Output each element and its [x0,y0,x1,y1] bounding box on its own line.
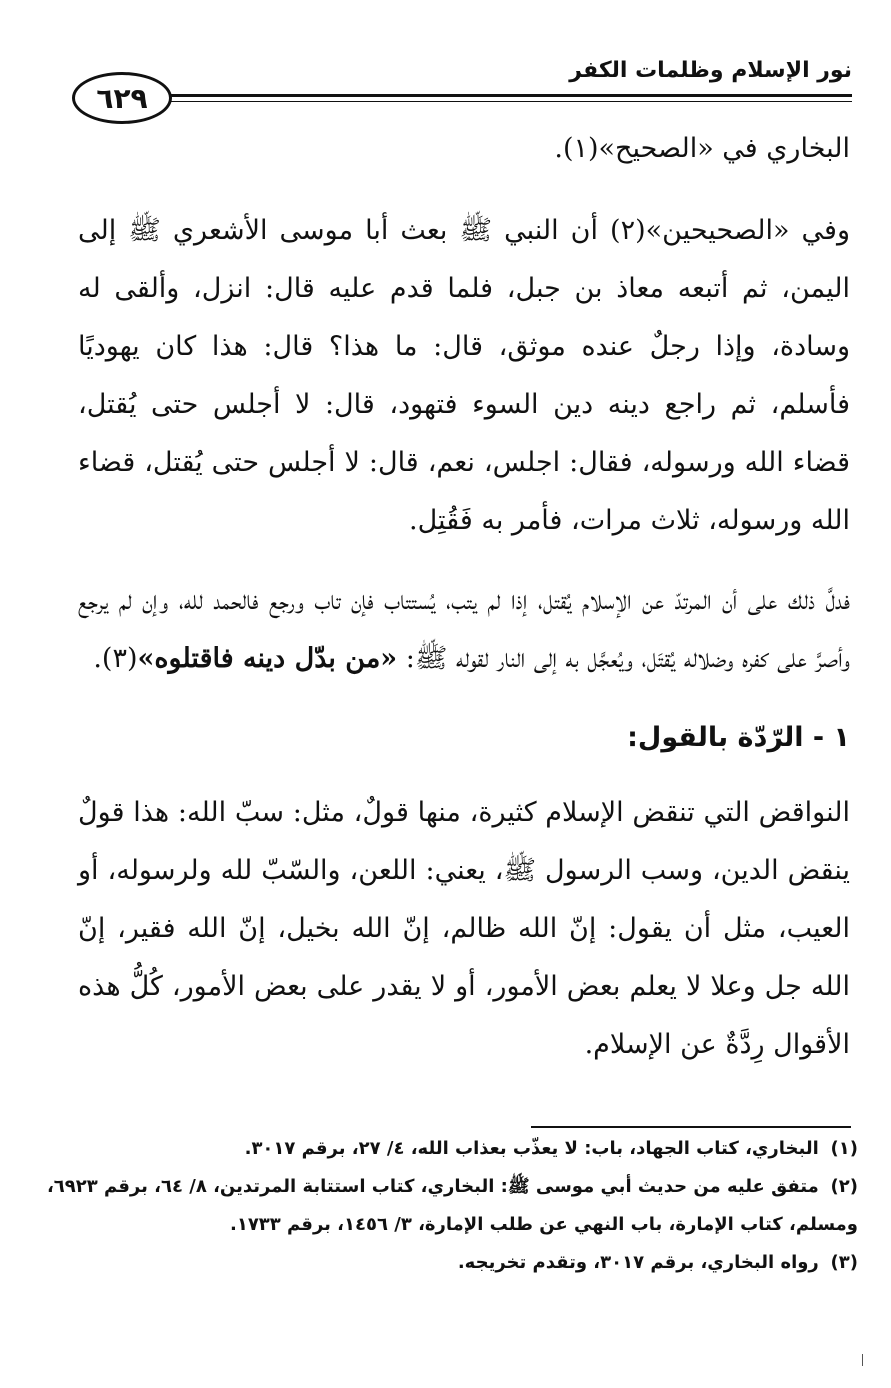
footnote-2 [40,1168,858,1244]
footnote-text: البخاري، كتاب الجهاد، باب: لا يعذّب بعذاب الله، ٤/ ٢٧، برقم ٣٠١٧. [244,1138,819,1159]
footnote-3 [40,1244,858,1282]
paragraph-3-text: فدلَّ ذلك على أن المرتدّ عن الإسلام يُقتل، إذا لم يتب، يُستتاب فإن تاب ورجع فالحمد لله، وإن لم يرجع وأصرَّ على كفره وضلاله يُقتَل، ويُعجَّل به إلى النار لقوله ﷺ: [78,585,850,674]
footnote-number: (٢) [830,1176,858,1197]
page-number: ٦٢٩ [72,72,172,124]
hadith-quote: «من بدّل دينه فاقتلوه» [137,643,398,674]
footnote-divider [531,1126,851,1128]
footnote-text: متفق عليه من حديث أبي موسى ﷺ: البخاري، كتاب استتابة المرتدين، ٨/ ٦٤، برقم ٦٩٢٣، ومسلم، كتاب الإمارة، باب النهي عن طلب الإمارة، ٣/ ١٤٥٦، برقم ١٧٣٣. [46,1176,858,1235]
paragraph-4: النواقض التي تنقض الإسلام كثيرة، منها قولٌ، مثل: سبّ الله: هذا قولٌ ينقض الدين، وسب الرسول ﷺ، يعني: اللعن، والسّبّ لله ولرسوله، أو العيب، مثل أن يقول: إنّ الله ظالم، إنّ الله بخيل، إنّ الله فقير، إنّ الله جل وعلا لا يعلم بعض الأمور، أو لا يقدر على بعض الأمور، كُلُّ هذه الأقوال رِدَّةٌ عن الإسلام. [78,797,850,1060]
paragraph-3 [78,572,850,688]
scan-mark [858,1354,863,1366]
header-rule [170,94,852,102]
running-title: نور الإسلام وظلمات الكفر [569,58,852,83]
footnotes [40,1130,858,1282]
footnote-text: رواه البخاري، برقم ٣٠١٧، وتقدم تخريجه. [457,1252,819,1273]
main-text [78,120,850,1096]
footnote-number: (١) [830,1138,858,1159]
footnote-1 [40,1130,858,1168]
paragraph-2: وفي «الصحيحين»(٢) أن النبي ﷺ بعث أبا موسى الأشعري ﷺ إلى اليمن، ثم أتبعه معاذ بن جبل، فلما قدم عليه قال: انزل، وألقى له وسادة، وإذا رجلٌ عنده موثق، قال: ما هذا؟ قال: هذا كان يهوديًا فأسلم، ثم راجع دينه دين السوء فتهود، قال: لا أجلس حتى يُقتل، قضاء الله ورسوله، فقال: اجلس، نعم، قال: لا أجلس حتى يُقتل، قضاء الله ورسوله، ثلاث مرات، فأمر به فَقُتِل. [78,215,850,536]
section-heading: ١ - الرّدّة بالقول: [627,722,850,753]
footnote-number: (٣) [830,1252,858,1273]
paragraph-3-end: (٣). [93,643,138,674]
paragraph-1: البخاري في «الصحيح»(١). [554,133,850,164]
